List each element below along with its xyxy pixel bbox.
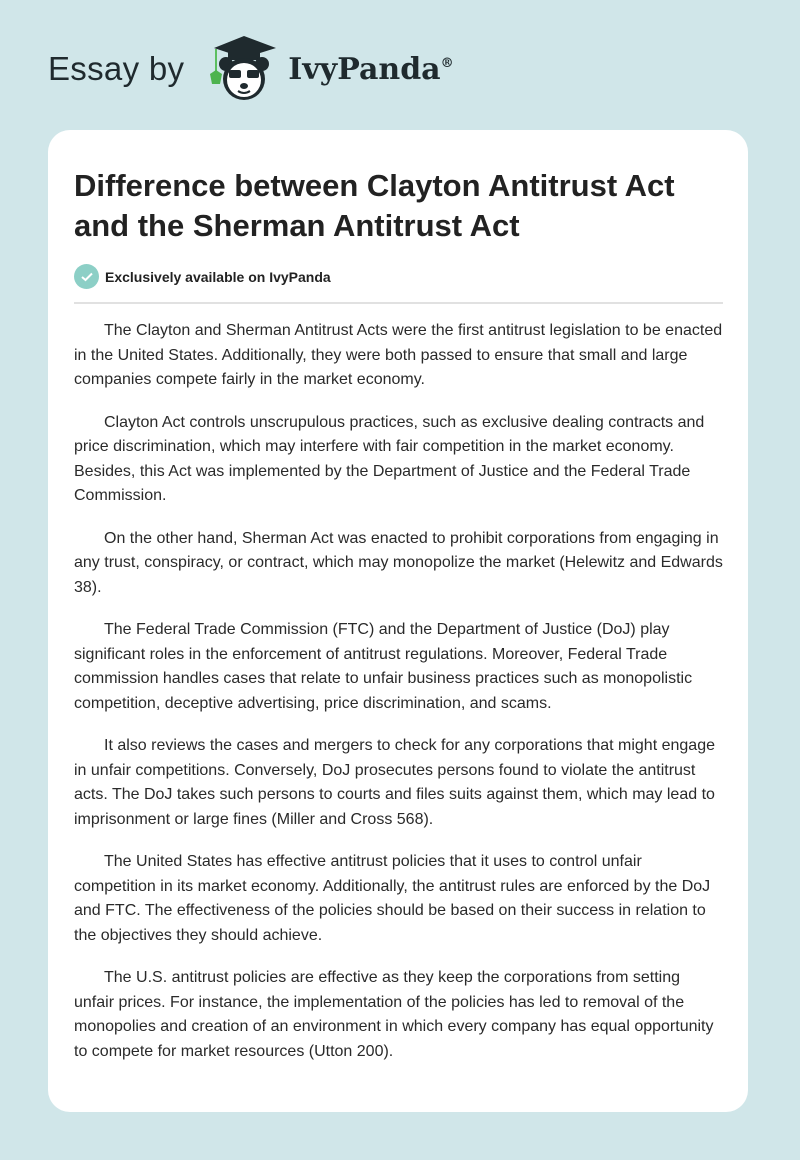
badge-label: Exclusively available on IvyPanda — [105, 268, 331, 285]
site-header — [48, 34, 454, 104]
paragraph: The United States has effective antitrust policies that it uses to control unfair competition in its market economy. Additionally, the antitrust rules are enforced by the DoJ and FTC. The effectiveness of the policies should be based on their success in relation to the objectives they should achieve. — [74, 853, 711, 944]
registered-mark: ® — [440, 55, 454, 71]
essay-card — [48, 130, 748, 1112]
exclusive-badge — [74, 264, 331, 289]
essay-body — [74, 319, 724, 1082]
paragraph: On the other hand, Sherman Act was enacted to prohibit corporations from engaging in any trust, conspiracy, or contract, which may monopolize the market (Helewitz and Edwards 38). — [74, 529, 723, 596]
paragraph: It also reviews the cases and mergers to check for any corporations that might engage in unfair competitions. Conversely, DoJ prosecutes persons found to violate the antitrust acts. The DoJ takes such persons to courts and files suits against them, which may lead to imprisonment or large fines (Miller and Cross 568). — [74, 737, 715, 828]
brand-text: IvyPanda — [288, 51, 441, 87]
ivypanda-logo-icon[interactable] — [204, 34, 284, 104]
paragraph: The Clayton and Sherman Antitrust Acts were the first antitrust legislation to be enacted in the United States. Additionally, they were both passed to ensure that small and large companies compete fairly in the market economy. — [74, 322, 723, 388]
divider — [74, 302, 723, 304]
check-icon — [74, 264, 99, 289]
page-title: Difference between Clayton Antitrust Act and the Sherman Antitrust Act — [74, 168, 675, 243]
paragraph: The U.S. antitrust policies are effective as they keep the corporations from setting unfair prices. For instance, the implementation of the policies has led to removal of the monopolies and creation of an environment in which every company has equal opportunity to compete for market resources (Utton 200). — [74, 969, 714, 1060]
paragraph: The Federal Trade Commission (FTC) and the Department of Justice (DoJ) play significant roles in the enforcement of antitrust regulations. Moreover, Federal Trade commission handles cases that relate to unfair business practices such as monopolistic competition, deceptive advertising, price discrimination, and scams. — [74, 621, 693, 712]
brand-name[interactable] — [288, 52, 453, 87]
paragraph: Clayton Act controls unscrupulous practices, such as exclusive dealing contracts and price discrimination, which may interfere with fair competition in the market economy. Besides, this Act was implemented by the Department of Justice and the Federal Trade Commission. — [74, 413, 705, 504]
essay-by-label: Essay by — [48, 50, 185, 87]
